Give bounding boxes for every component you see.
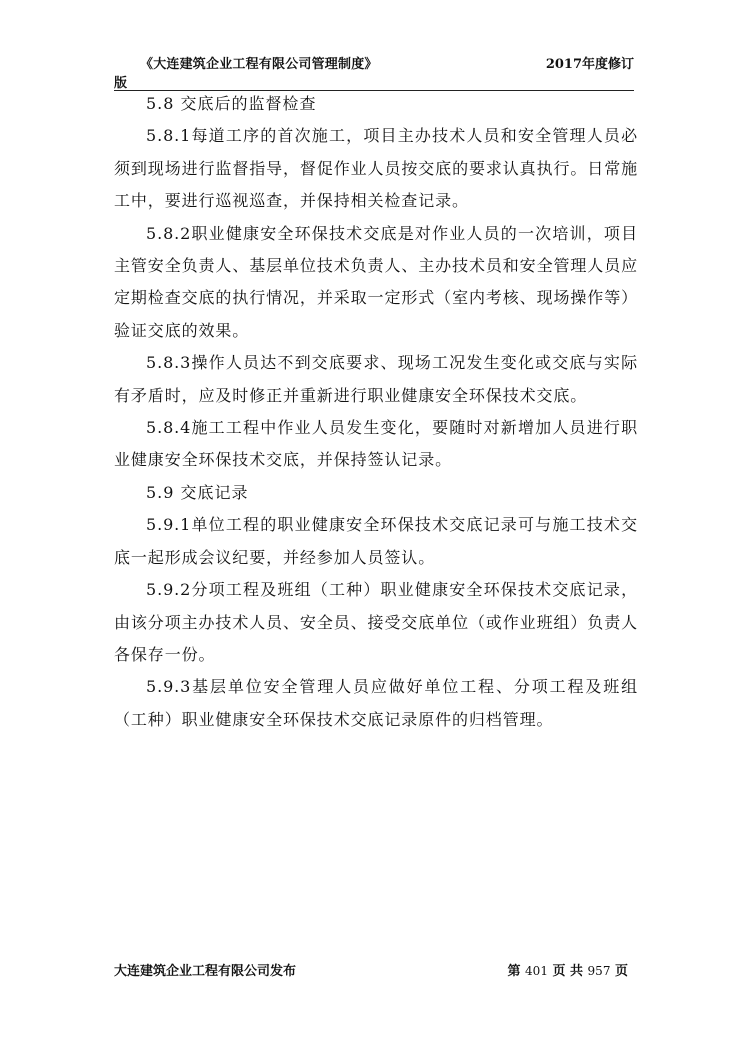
page-prefix: 第 (507, 964, 521, 979)
clause-5-8-2: 5.8.2职业健康安全环保技术交底是对作业人员的一次培训，项目主管安全负责人、基层单位技术负责人、主办技术员和安全管理人员应定期检查交底的执行情况，并采取一定形式（室内考核、现场操作等）验证交底的效果。 (114, 223, 638, 340)
clause-5-8-4: 5.8.4施工工程中作业人员发生变化，要随时对新增加人员进行职业健康安全环保技术交底，并保持签认记录。 (114, 418, 638, 470)
document-title: 《大连建筑企业工程有限公司管理制度》 (140, 57, 378, 72)
publisher-label: 大连建筑企业工程有限公司发布 (114, 964, 297, 979)
revision-label-wrap: 版 (114, 76, 128, 91)
total-pages: 957 (587, 964, 611, 978)
page-header (114, 50, 634, 91)
section-heading-5-8: 5.8 交底后的监督检查 (146, 94, 317, 113)
page-number: 401 (525, 964, 548, 978)
page-footer (114, 960, 634, 980)
page-mid: 页 共 (552, 964, 584, 979)
section-heading-5-9: 5.9 交底记录 (146, 482, 249, 502)
clause-5-9-2: 5.9.2分项工程及班组（工种）职业健康安全环保技术交底记录，由该分项主办技术人员、安全员、接受交底单位（或作业班组）负责人各保存一份。 (114, 580, 638, 664)
page-counter (508, 960, 629, 979)
document-body (114, 88, 638, 736)
page-suffix: 页 (614, 964, 628, 979)
clause-5-8-1: 5.8.1每道工序的首次施工，项目主办技术人员和安全管理人员必须到现场进行监督指导，督促作业人员按交底的要求认真执行。日常施工中，要进行巡视巡查，并保持相关检查记录。 (114, 126, 638, 211)
clause-5-9-3: 5.9.3基层单位安全管理人员应做好单位工程、分项工程及班组（工种）职业健康安全环保技术交底记录原件的归档管理。 (114, 677, 638, 729)
clause-5-9-1: 5.9.1单位工程的职业健康安全环保技术交底记录可与施工技术交底一起形成会议纪要，并经参加人员签认。 (114, 515, 638, 567)
clause-5-8-3: 5.8.3操作人员达不到交底要求、现场工况发生变化或交底与实际有矛盾时，应及时修正并重新进行职业健康安全环保技术交底。 (114, 353, 638, 405)
revision-label: 2017年度修订 (545, 57, 634, 72)
